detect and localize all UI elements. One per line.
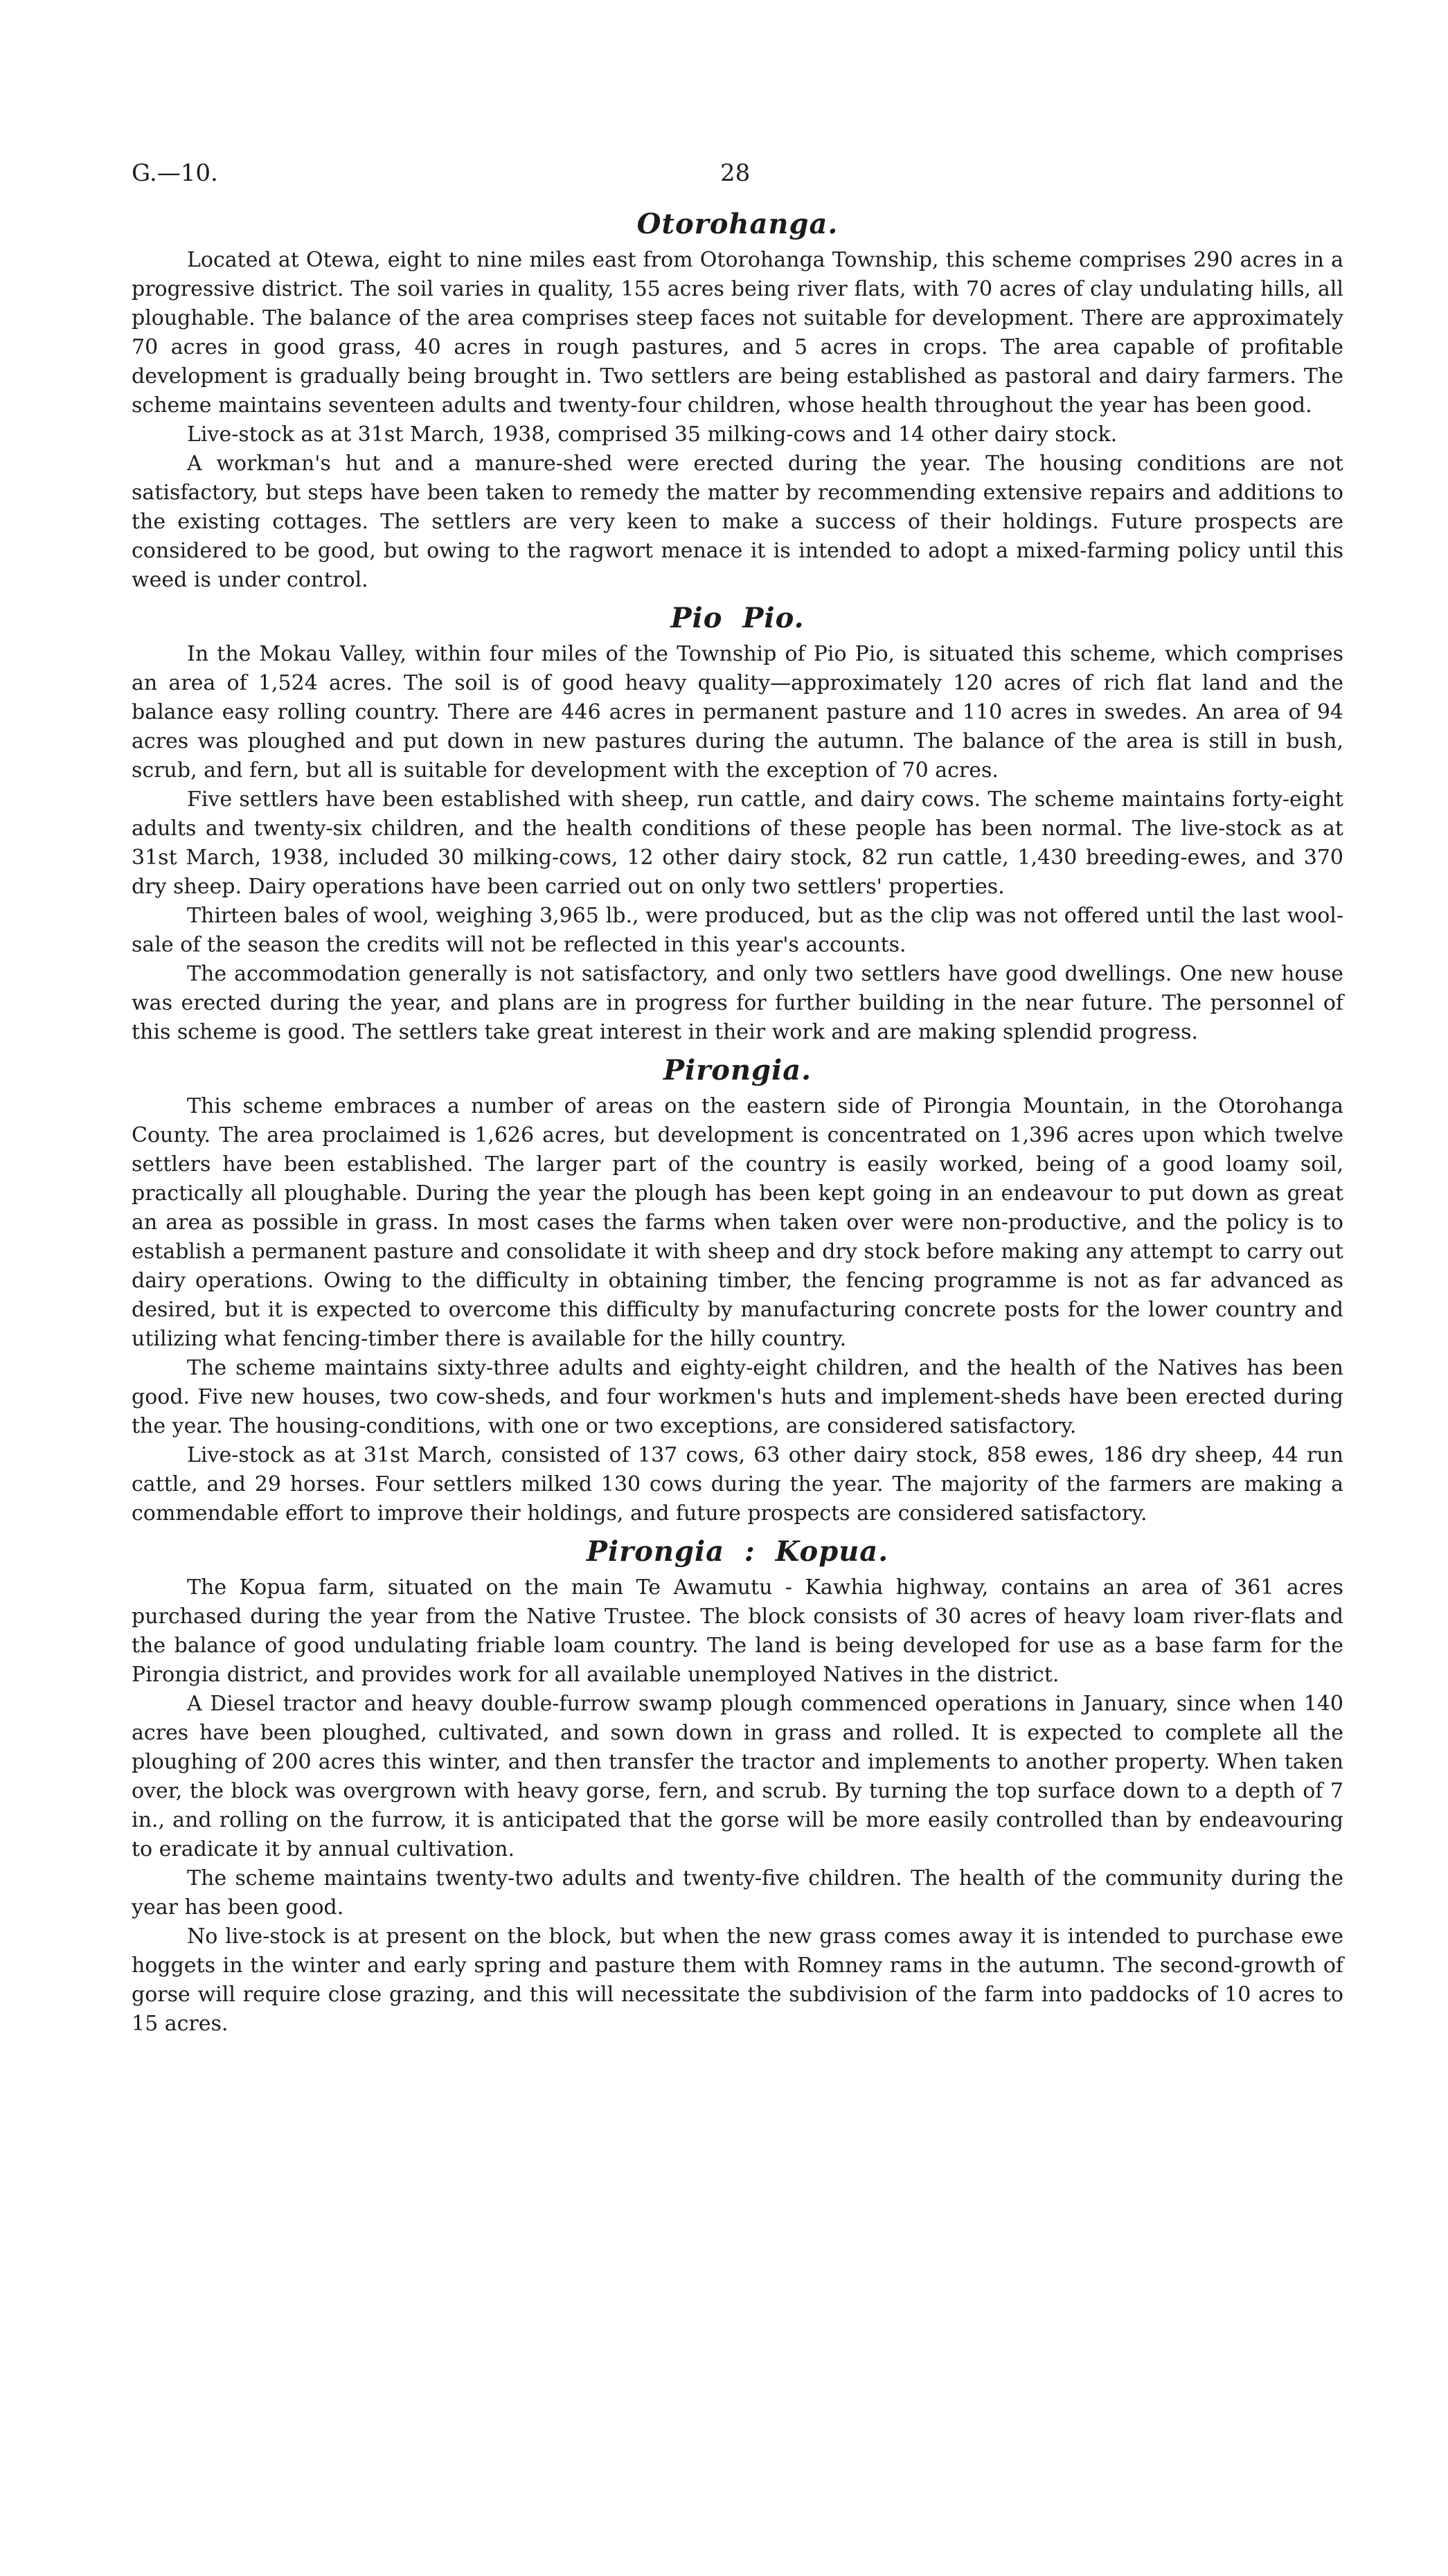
paragraph: Thirteen bales of wool, weighing 3,965 lb., were produced, but as the clip was not offered until the last wool-sale of the season the credits will not be reflected in this year's accounts.: [132, 904, 1343, 957]
paragraph: Located at Otewa, eight to nine miles east from Otorohanga Township, this scheme comprises 290 acres in a progressive district. The soil varies in quality, 155 acres being river flats, with 70 acres of clay undulating hills, all ploughable. The balance of the area comprises steep faces not suitable for development. There are approximately 70 acres in good grass, 40 acres in rough pastures, and 5 acres in crops. The area capable of profitable development is gradually being brought in. Two settlers are being established as pastoral and dairy farmers. The scheme maintains seventeen adults and twenty-four children, whose health throughout the year has been good.: [132, 248, 1343, 418]
section-otorohanga: [132, 208, 1343, 595]
paragraph: Live-stock as at 31st March, 1938, comprised 35 milking-cows and 14 other dairy stock.: [187, 422, 1118, 447]
section-pio-pio: [132, 602, 1343, 1047]
document-page: [132, 159, 1343, 2039]
paragraph: The scheme maintains sixty-three adults and eighty-eight children, and the health of the Natives has been good. Five new houses, two cow-sheds, and four workmen's huts and implement-sheds have been erected during the year. The housing-conditions, with one or two exceptions, are considered satisfactory.: [132, 1356, 1343, 1438]
paragraph: The accommodation generally is not satisfactory, and only two settlers have good dwellings. One new house was erected during the year, and plans are in progress for further building in the near future. The personnel of this scheme is good. The settlers take great interest in their work and are making splendid progress.: [132, 962, 1343, 1044]
section-pirongia: [132, 1054, 1343, 1528]
page-number: 28: [720, 159, 751, 187]
paragraph: A workman's hut and a manure-shed were erected during the year. The housing conditions are not satisfactory, but steps have been taken to remedy the matter by recommending extensive repairs and additions to the existing cottages. The settlers are very keen to make a success of their holdings. Future prospects are considered to be good, but owing to the ragwort menace it is intended to adopt a mixed-farming policy until this weed is under control.: [132, 451, 1343, 592]
running-header: [132, 159, 1343, 201]
paragraph: In the Mokau Valley, within four miles of the Township of Pio Pio, is situated this scheme, which comprises an area of 1,524 acres. The soil is of good heavy quality—approximately 120 acres of rich flat land and the balance easy rolling country. There are 446 acres in permanent pasture and 110 acres in swedes. An area of 94 acres was ploughed and put down in new pastures during the autumn. The balance of the area is still in bush, scrub, and fern, but all is suitable for development with the exception of 70 acres.: [132, 642, 1343, 782]
section-heading: Pirongia.: [663, 1054, 812, 1086]
paragraph: This scheme embraces a number of areas on the eastern side of Pirongia Mountain, in the Otorohanga County. The area proclaimed is 1,626 acres, but development is concentrated on 1,396 acres upon which twelve settlers have been established. The larger part of the country is easily worked, being of a good loamy soil, practically all ploughable. During the year the plough has been kept going in an endeavour to put down as great an area as possible in grass. In most cases the farms when taken over were non-productive, and the policy is to establish a permanent pasture and consolidate it with sheep and dry stock before making any attempt to carry out dairy operations. Owing to the difficulty in obtaining timber, the fencing programme is not as far advanced as desired, but it is expected to overcome this difficulty by manufacturing concrete posts for the lower country and utilizing what fencing-timber there is available for the hilly country.: [132, 1094, 1343, 1351]
paragraph: Live-stock as at 31st March, consisted of 137 cows, 63 other dairy stock, 858 ewes, 186 dry sheep, 44 run cattle, and 29 horses. Four settlers milked 130 cows during the year. The majority of the farmers are making a commendable effort to improve their holdings, and future prospects are considered satisfactory.: [132, 1443, 1343, 1526]
paragraph: No live-stock is at present on the block, but when the new grass comes away it is intended to purchase ewe hoggets in the winter and early spring and pasture them with Romney rams in the autumn. The second-growth of gorse will require close grazing, and this will necessitate the subdivision of the farm into paddocks of 10 acres to 15 acres.: [132, 1924, 1343, 2036]
paragraph: A Diesel tractor and heavy double-furrow swamp plough commenced operations in January, since when 140 acres have been ploughed, cultivated, and sown down in grass and rolled. It is expected to complete all the ploughing of 200 acres this winter, and then transfer the tractor and implements to another property. When taken over, the block was overgrown with heavy gorse, fern, and scrub. By turning the top surface down to a depth of 7 in., and rolling on the furrow, it is anticipated that the gorse will be more easily controlled than by endeavouring to eradicate it by annual cultivation.: [132, 1692, 1343, 1861]
paragraph: The scheme maintains twenty-two adults and twenty-five children. The health of the community during the year has been good.: [132, 1866, 1343, 1920]
section-heading: Otorohanga.: [636, 208, 839, 240]
paragraph: Five settlers have been established with sheep, run cattle, and dairy cows. The scheme maintains forty-eight adults and twenty-six children, and the health conditions of these people has been normal. The live-stock as at 31st March, 1938, included 30 milking-cows, 12 other dairy stock, 82 run cattle, 1,430 breeding-ewes, and 370 dry sheep. Dairy operations have been carried out on only two settlers' properties.: [132, 787, 1343, 899]
section-pirongia-kopua: [132, 1535, 1343, 2039]
section-heading: Pirongia : Kopua.: [586, 1535, 889, 1568]
document-reference: G.—10.: [132, 159, 218, 187]
section-heading: Pio Pio.: [670, 602, 805, 634]
paragraph: The Kopua farm, situated on the main Te Awamutu - Kawhia highway, contains an area of 361 acres purchased during the year from the Native Trustee. The block consists of 30 acres of heavy loam river-flats and the balance of good undulating friable loam country. The land is being developed for use as a base farm for the Pirongia district, and provides work for all available unemployed Natives in the district.: [132, 1575, 1343, 1687]
